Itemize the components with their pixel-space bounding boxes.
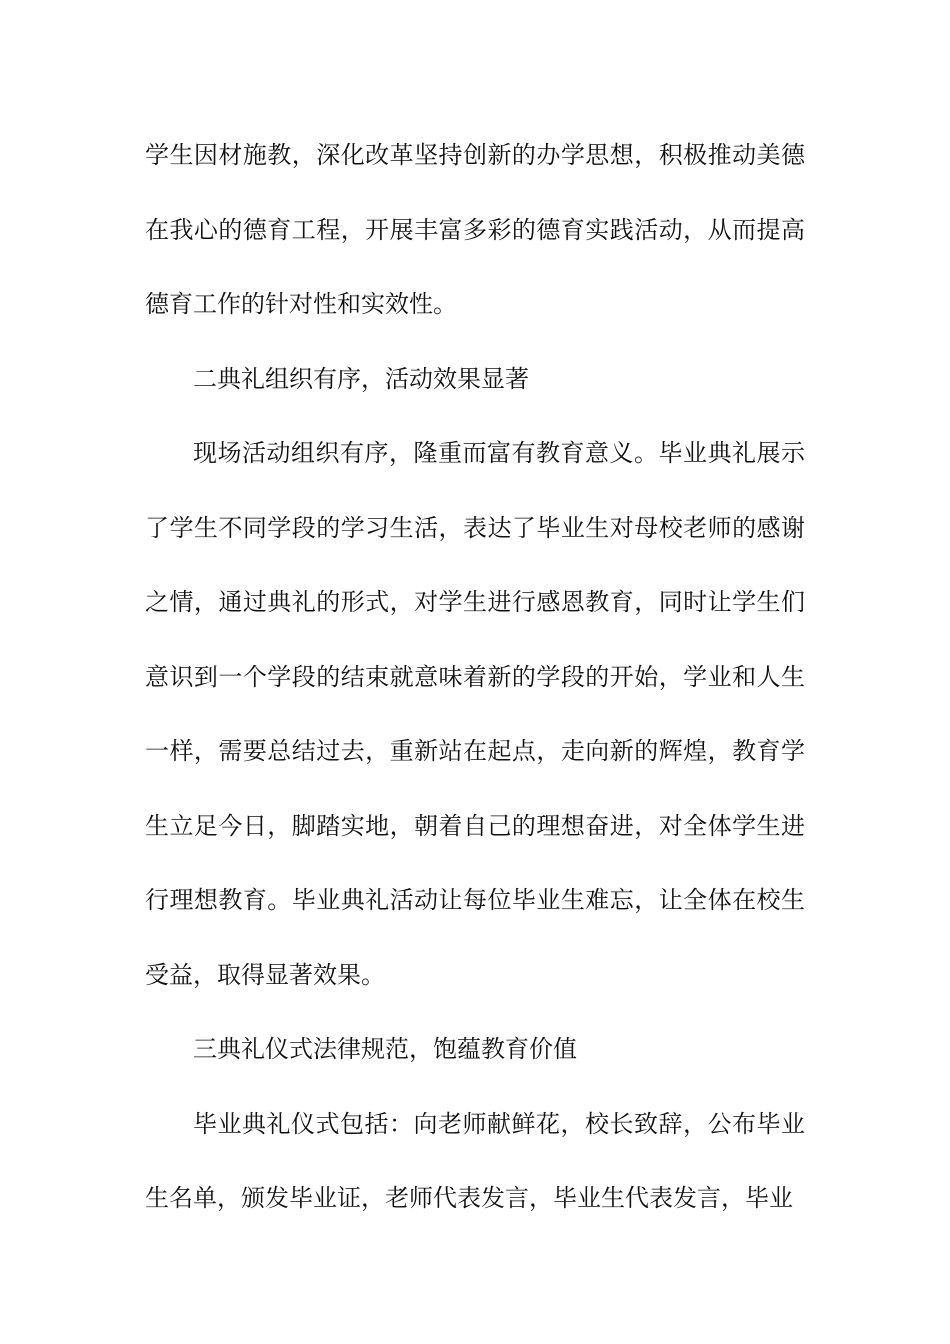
paragraph-ceremony-organization: 现场活动组织有序，隆重而富有教育意义。毕业典礼展示了学生不同学段的学习生活，表达了毕业生对母校老师的感谢之情，通过典礼的形式，对学生进行感恩教育，同时让学生们意识到一个学段的结束就意味着新的学段的开始，学业和人生一样，需要总结过去，重新站在起点，走向新的辉煌，教育学生立足今日，脚踏实地，朝着自己的理想奋进，对全体学生进行理想教育。毕业典礼活动让每位毕业生难忘，让全体在校生受益，取得显著效果。 <box>145 439 805 989</box>
paragraph-ceremony-ritual: 毕业典礼仪式包括：向老师献鲜花，校长致辞，公布毕业生名单，颁发毕业证，老师代表发言，毕业生代表发言，毕业 <box>145 1109 805 1212</box>
section-heading-three: 三典礼仪式法律规范，饱蕴教育价值 <box>193 1035 577 1063</box>
section-heading-two: 二典礼组织有序，活动效果显著 <box>193 364 529 393</box>
paragraph-continuation: 学生因材施教，深化改革坚持创新的办学思想，积极推动美德在我心的德育工程，开展丰富多彩的德育实践活动，从而提高德育工作的针对性和实效性。 <box>145 141 805 318</box>
document-body <box>145 118 805 1236</box>
